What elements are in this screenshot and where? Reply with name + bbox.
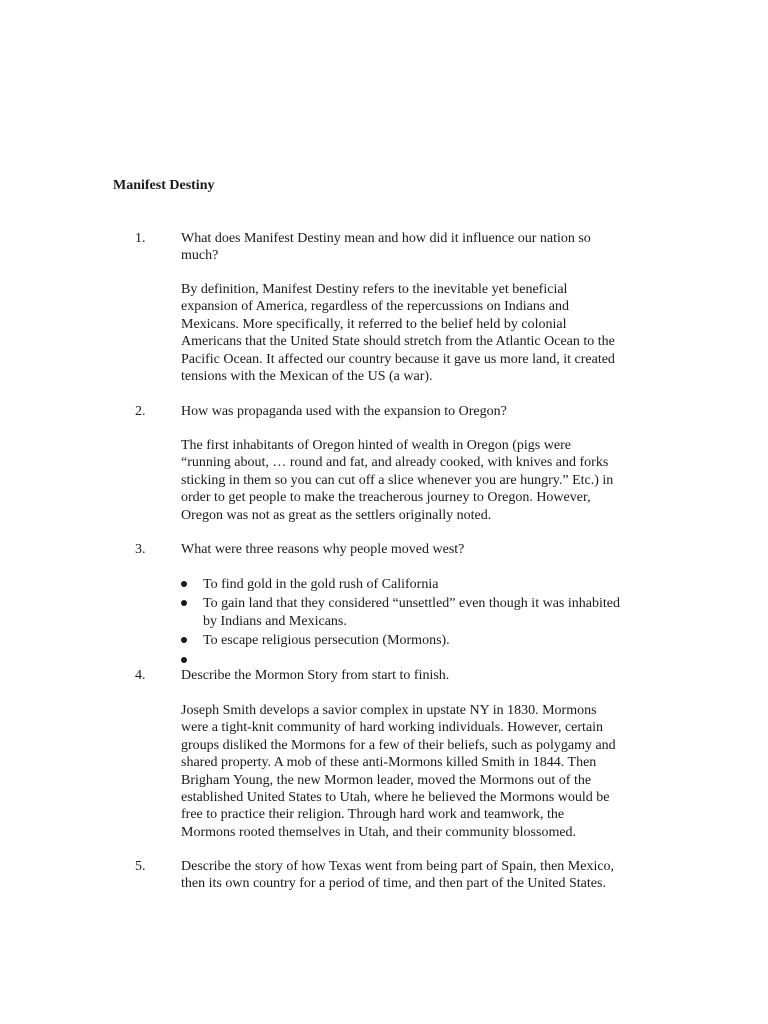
- list-item: To escape religious persecution (Mormons).: [181, 632, 661, 649]
- question-2-number: 2.: [135, 404, 146, 419]
- bullet-icon: [181, 581, 187, 587]
- question-4-text: Describe the Mormon Story from start to finish.: [181, 668, 450, 683]
- question-4-number: 4.: [135, 668, 146, 683]
- bullet-icon: [181, 600, 187, 606]
- question-5-number: 5.: [135, 859, 146, 874]
- list-item: To find gold in the gold rush of California: [181, 576, 661, 593]
- reasons-list: [181, 576, 661, 671]
- bullet-icon: [181, 637, 187, 643]
- question-3-text: What were three reasons why people moved west?: [181, 542, 465, 557]
- question-3-number: 3.: [135, 542, 146, 557]
- question-1-number: 1.: [135, 231, 146, 246]
- question-5-text: Describe the story of how Texas went from being part of Spain, then Mexico, then its own country for a period of time, and then part of the United States.: [181, 859, 615, 892]
- list-item: To gain land that they considered “unsettled” even though it was inhabited by Indians and Mexicans.: [181, 595, 661, 630]
- bullet-icon: [181, 657, 187, 663]
- question-1-text: What does Manifest Destiny mean and how did it influence our nation so much?: [181, 231, 591, 264]
- answer-1-text: By definition, Manifest Destiny refers to the inevitable yet beneficial expansion of America, regardless of the repercussions on Indians and Mexicans. More specifically, it referred to the belief held by colonial Americans that the United State should stretch from the Atlantic Ocean to the Pacific Ocean. It affected our country because it gave us more land, it created tensions with the Mexican of the US (a war).: [181, 282, 615, 385]
- answer-4-text: Joseph Smith develops a savior complex in upstate NY in 1830. Mormons were a tight-knit community of hard working individuals. However, certain groups disliked the Mormons for a few of their beliefs, such as polygamy and shared property. A mob of these anti-Mormons killed Smith in 1844. Then Brigham Young, the new Mormon leader, moved the Mormons out of the established United States to Utah, where he believed the Mormons would be free to practice their religion. Through hard work and teamwork, the Mormons rooted themselves in Utah, and their community blossomed.: [181, 703, 616, 840]
- answer-2-text: The first inhabitants of Oregon hinted of wealth in Oregon (pigs were “running about, … round and fat, and already cooked, with knives and forks sticking in them so you can cut off a slice whenever you are hungry.” Etc.) in order to get people to make the treacherous journey to Oregon. However, Oregon was not as great as the settlers originally noted.: [181, 438, 614, 523]
- document-title: Manifest Destiny: [113, 178, 215, 193]
- question-2-text: How was propaganda used with the expansion to Oregon?: [181, 404, 507, 419]
